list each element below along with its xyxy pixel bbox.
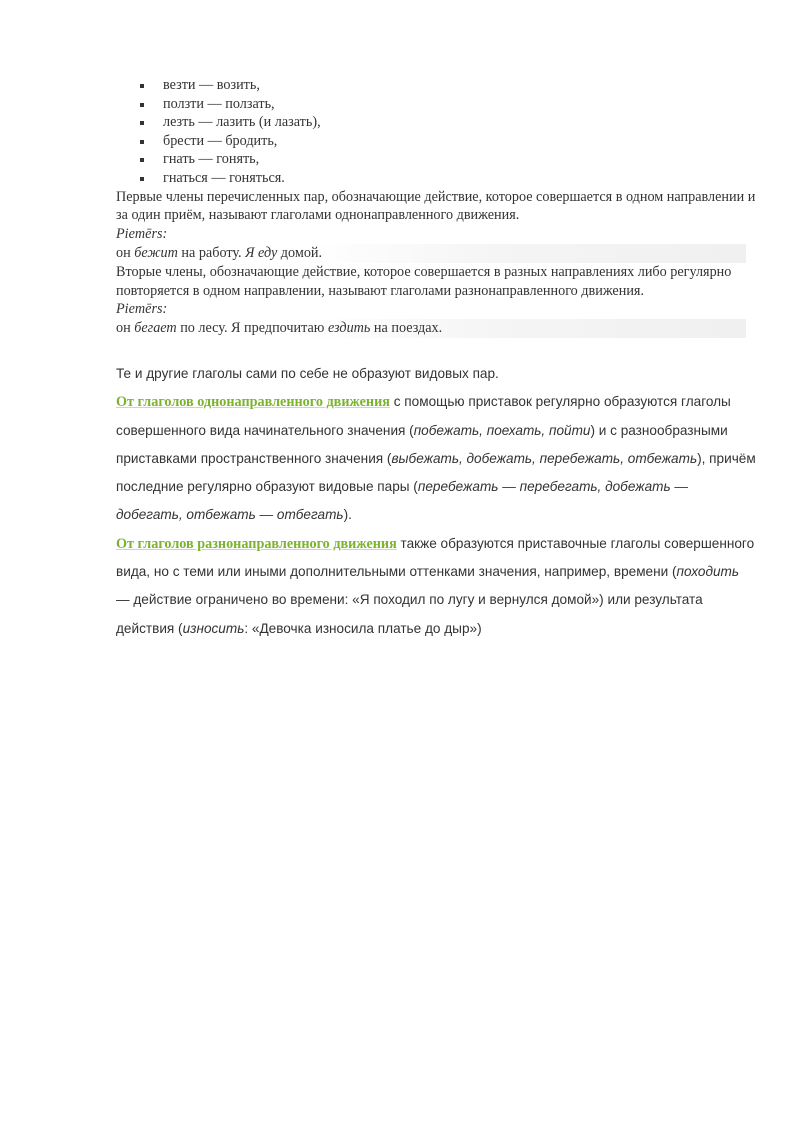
example-line-1	[116, 244, 746, 263]
verb-pairs-list	[116, 76, 756, 188]
list-item: ползти — ползать,	[116, 95, 756, 114]
example-line-2	[116, 319, 746, 338]
example-verb: бегает	[134, 320, 177, 337]
paragraph-no-aspect-pairs: Те и другие глаголы сами по себе не образуют видовых пар.	[116, 365, 499, 381]
example-text: по лесу. Я предпочитаю	[176, 320, 328, 337]
example-text: он	[116, 244, 135, 261]
example-text: он	[116, 320, 135, 337]
list-item: гнаться — гоняться.	[116, 169, 756, 188]
example-verb: бежит	[134, 244, 178, 261]
spacer	[116, 338, 756, 360]
example-label: Piemērs:	[116, 301, 168, 318]
paragraph-multidirectional-prefixes: От глаголов разнонаправленного движения также образуются приставочные глаголы совершенного вида, но с теми или иными дополнительными оттенками значения, например, времени (походить — действие ограничено во времени: «Я походил по лугу и вернулся домой») или результата действия (износить: «Девочка износила платье до дыр»)	[116, 535, 755, 636]
link-unidirectional-motion[interactable]: От глаголов однонаправленного движения	[116, 394, 390, 411]
list-item: лезть — лазить (и лазать),	[116, 113, 756, 132]
example-text: на поездах.	[370, 320, 443, 337]
list-item: гнать — гонять,	[116, 150, 756, 169]
paragraph-unidirectional: Первые члены перечисленных пар, обозначающие действие, которое совершается в одном направлении и за один приём, называют глаголами однонаправленного движения.	[116, 188, 756, 224]
list-item: везти — возить,	[116, 76, 756, 95]
example-label: Piemērs:	[116, 226, 168, 243]
list-item: брести — бродить,	[116, 132, 756, 151]
paragraph-unidirectional-prefixes: От глаголов однонаправленного движения с помощью приставок регулярно образуются глаголы совершенного вида начинательного значения (побежать, поехать, пойти) и с разнообразными приставками пространственного значения (выбежать, добежать, перебежать, отбежать), причём последние регулярно образуют видовые пары (перебежать — перебегать, добежать — добегать, отбежать — отбегать).	[116, 394, 756, 523]
paragraph-multidirectional: Вторые члены, обозначающие действие, которое совершается в разных направлениях либо регулярно повторяется в одном направлении, называют глаголами разнонаправленного движения.	[116, 263, 732, 299]
example-verb: Я еду	[245, 244, 278, 261]
example-verb: ездить	[327, 320, 371, 337]
example-text: домой.	[277, 244, 323, 261]
link-multidirectional-motion[interactable]: От глаголов разнонаправленного движения	[116, 535, 397, 552]
example-text: на работу.	[177, 244, 246, 261]
document-content	[116, 76, 756, 643]
